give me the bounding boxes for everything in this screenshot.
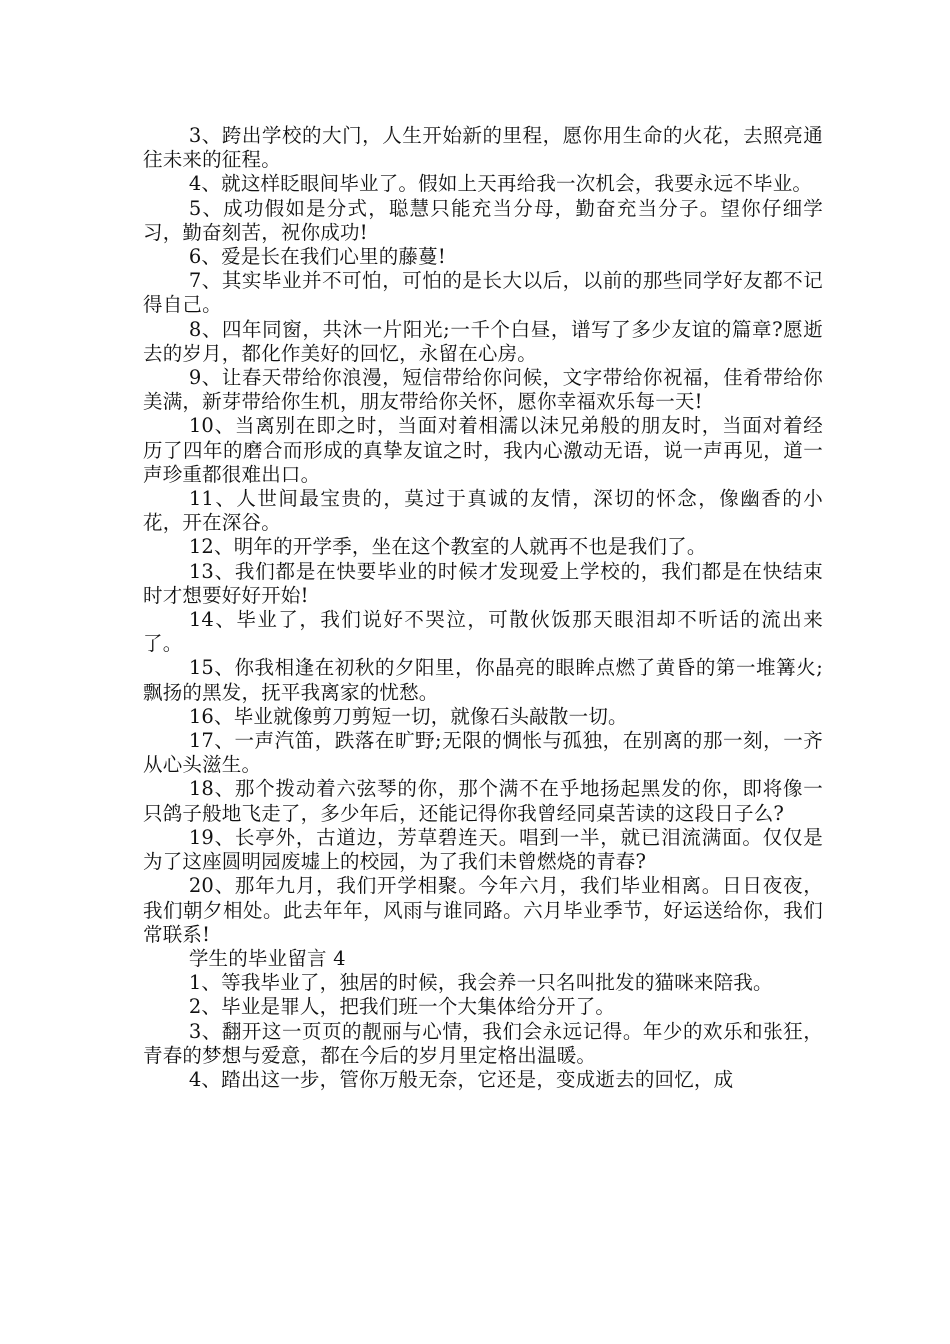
- paragraph: 5、成功假如是分式，聪慧只能充当分母，勤奋充当分子。望你仔细学习，勤奋刻苦，祝你成功!: [143, 196, 823, 244]
- paragraph: 11、人世间最宝贵的，莫过于真诚的友情，深切的怀念，像幽香的小花，开在深谷。: [143, 487, 823, 535]
- paragraph: 15、你我相逢在初秋的夕阳里，你晶亮的眼眸点燃了黄昏的第一堆篝火;飘扬的黑发，抚平我离家的忧愁。: [143, 656, 823, 704]
- paragraph: 16、毕业就像剪刀剪短一切，就像石头敲散一切。: [188, 704, 628, 728]
- paragraph: 2、毕业是罪人，把我们班一个大集体给分开了。: [188, 995, 616, 1019]
- paragraph: 13、我们都是在快要毕业的时候才发现爱上学校的，我们都是在快结束时才想要好好开始!: [143, 559, 823, 607]
- paragraph: 4、就这样眨眼间毕业了。假如上天再给我一次机会，我要永远不毕业。: [188, 172, 813, 196]
- paragraph: 19、长亭外，古道边，芳草碧连天。唱到一半，就已泪流满面。仅仅是为了这座圆明园废墟上的校园，为了我们未曾燃烧的青春?: [143, 825, 823, 874]
- paragraph: 14、毕业了，我们说好不哭泣，可散伙饭那天眼泪却不听话的流出来了。: [143, 608, 823, 656]
- paragraph: 3、跨出学校的大门，人生开始新的里程，愿你用生命的火花，去照亮通往未来的征程。: [143, 124, 823, 172]
- paragraph: 9、让春天带给你浪漫，短信带给你问候，文字带给你祝福，佳肴带给你美满，新芽带给你生机，朋友带给你关怀，愿你幸福欢乐每一天!: [143, 366, 823, 414]
- section-heading: 学生的毕业留言 4: [188, 946, 346, 970]
- paragraph: 20、那年九月，我们开学相聚。今年六月，我们毕业相离。日日夜夜，我们朝夕相处。此去年年，风雨与谁同路。六月毕业季节，好运送给你，我们常联系!: [143, 874, 823, 946]
- paragraph: 17、一声汽笛，跌落在旷野;无限的惆怅与孤独，在别离的那一刻，一齐从心头滋生。: [143, 729, 823, 777]
- paragraph: 1、等我毕业了，独居的时候，我会养一只名叫批发的猫咪来陪我。: [188, 971, 773, 995]
- paragraph: 12、明年的开学季，坐在这个教室的人就再不也是我们了。: [188, 535, 707, 559]
- paragraph: 7、其实毕业并不可怕，可怕的是长大以后，以前的那些同学好友都不记得自己。: [143, 269, 823, 317]
- paragraph: 4、踏出这一步，管你万般无奈，它还是，变成逝去的回忆，成: [188, 1067, 734, 1091]
- paragraph: 8、四年同窗，共沐一片阳光;一千个白昼，谱写了多少友谊的篇章?愿逝去的岁月，都化作美好的回忆，永留在心房。: [143, 317, 823, 365]
- paragraph: 3、翻开这一页页的靓丽与心情，我们会永远记得。年少的欢乐和张狂，青春的梦想与爱意，都在今后的岁月里定格出温暖。: [143, 1019, 823, 1067]
- document-body: [143, 124, 823, 1092]
- paragraph: 18、那个拨动着六弦琴的你，那个满不在乎地扬起黑发的你，即将像一只鸽子般地飞走了，多少年后，还能记得你我曾经同桌苦读的这段日子么?: [143, 777, 823, 825]
- paragraph: 6、爱是长在我们心里的藤蔓!: [188, 245, 446, 269]
- paragraph: 10、当离别在即之时，当面对着相濡以沫兄弟般的朋友时，当面对着经历了四年的磨合而形成的真挚友谊之时，我内心激动无语，说一声再见，道一声珍重都很难出口。: [143, 414, 823, 486]
